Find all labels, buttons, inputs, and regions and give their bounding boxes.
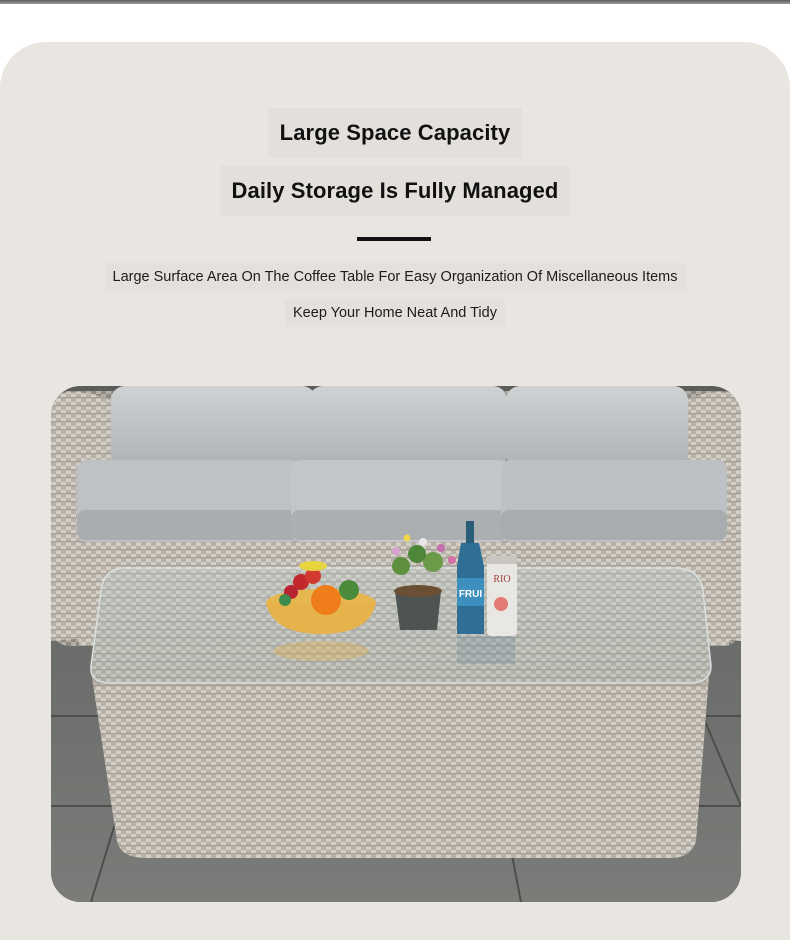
description-text-1: Large Surface Area On The Coffee Table For Easy Organization Of Miscellaneous Items	[112, 269, 678, 285]
can-label: RIO	[493, 574, 511, 585]
bottle-label: FRUI	[458, 589, 483, 600]
back-cushion-left	[111, 386, 316, 468]
title-divider	[357, 237, 431, 241]
top-rule	[0, 0, 790, 4]
headline-text: Large Space Capacity	[268, 108, 523, 158]
subheadline-text: Daily Storage Is Fully Managed	[220, 166, 571, 216]
back-cushion-right	[506, 386, 688, 468]
drink-can	[487, 556, 517, 636]
description-line-2	[0, 299, 790, 327]
subheadline	[0, 166, 790, 216]
description-line-1	[0, 263, 790, 291]
back-cushion-middle	[309, 386, 507, 468]
headline	[0, 108, 790, 158]
coffee-table-illustration	[51, 386, 741, 902]
description-text-2: Keep Your Home Neat And Tidy	[293, 305, 497, 321]
product-photo	[51, 386, 741, 902]
